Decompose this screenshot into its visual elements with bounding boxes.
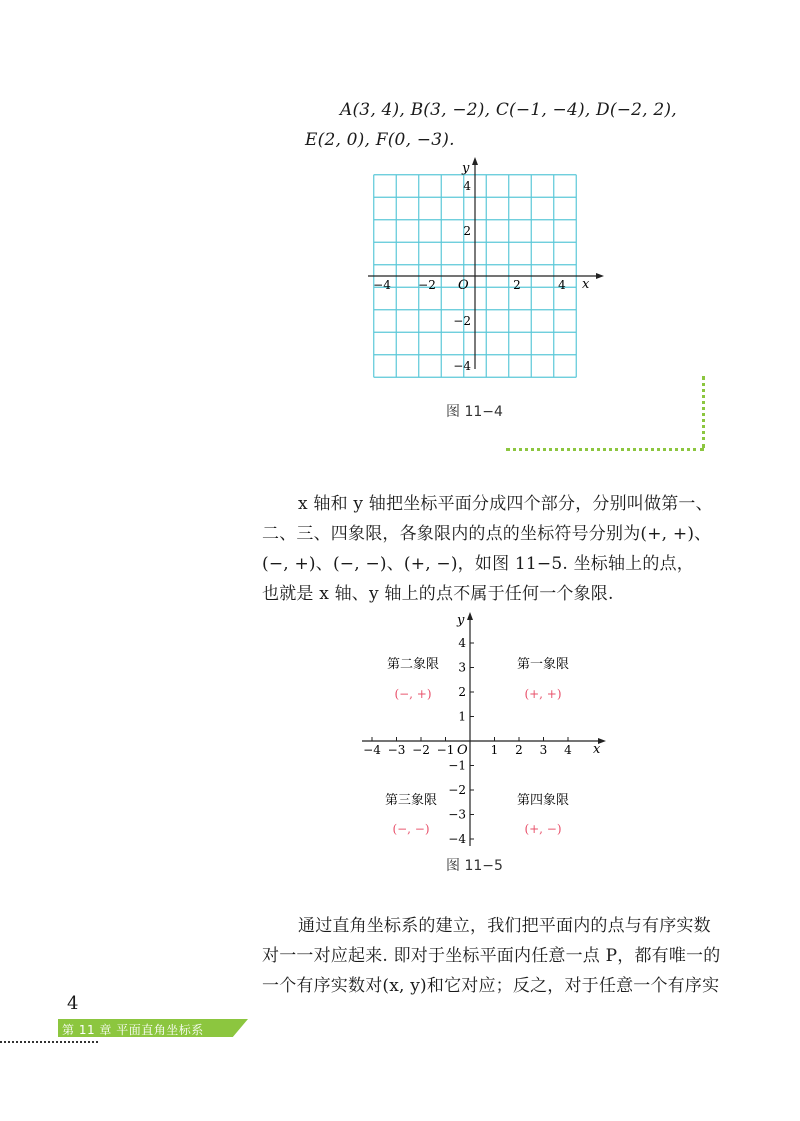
figure-11-4-x-arrow [596,273,604,279]
y-tick-label: 2 [463,224,471,238]
quadrant-1-name: 第一象限 [516,657,570,672]
x-tick-label: 4 [558,278,566,292]
x-tick-label: −2 [412,743,430,757]
margin-dotted-vertical [702,376,705,448]
paragraph-2-line-1: 通过直角坐标系的建立，我们把平面内的点与有序实数 [298,916,711,936]
y-tick-label: −4 [448,832,466,846]
x-tick-label: −4 [363,743,381,757]
footer-dotted-line [0,1041,98,1043]
figure-11-4-x-label: x [582,277,590,292]
quadrant-4-sign: (+, −) [524,822,562,836]
figure-11-4-origin: O [458,278,469,293]
figure-11-5-y-label: y [457,613,465,628]
chapter-title: 第 11 章 平面直角坐标系 [62,1023,204,1037]
y-tick-label: 4 [463,179,471,193]
x-tick-label: 4 [564,743,572,757]
page-number: 4 [67,993,79,1014]
paragraph-2-line-2: 对一一对应起来. 即对于坐标平面内任意一点 P，都有唯一的 [262,946,721,966]
x-tick-label: 3 [539,743,548,757]
figure-11-4-y-label: y [462,161,470,176]
quadrant-2-sign: (−, +) [394,687,432,701]
quadrant-3-sign: (−, −) [392,822,430,836]
figure-11-5-x-label: x [593,742,601,757]
quadrant-2-name: 第二象限 [386,657,440,672]
figure-11-4-y-arrow [472,157,478,165]
y-tick-label: 1 [458,709,466,724]
y-tick-label: −2 [453,314,471,328]
y-tick-label: 3 [458,660,466,675]
paragraph-1-line-3: (−, +)、(−, −)、(+, −)，如图 11−5. 坐标轴上的点， [262,554,694,574]
x-tick-label: −4 [373,278,391,292]
y-tick-label: 2 [458,685,466,699]
points-line-1: A(3, 4), B(3, −2), C(−1, −4), D(−2, 2), [340,100,677,120]
margin-dotted-horizontal [506,448,704,451]
figure-11-4-caption: 图 11−4 [446,404,503,420]
figure-11-5-caption: 图 11−5 [446,858,503,874]
x-tick-label: −2 [418,278,436,292]
paragraph-1-line-1: x 轴和 y 轴把坐标平面分成四个部分，分别叫做第一、 [298,494,713,514]
paragraph-1-line-4: 也就是 x 轴、y 轴上的点不属于任何一个象限. [262,584,614,604]
quadrant-3-name: 第三象限 [384,793,438,808]
y-tick-label: −1 [448,758,466,773]
x-tick-label: −3 [387,743,406,757]
y-tick-label: −4 [453,359,471,373]
y-tick-label: −3 [448,807,466,822]
figure-11-5-quadrants [360,608,610,850]
y-tick-label: −2 [448,783,466,797]
y-tick-label: 4 [458,636,466,650]
x-tick-label: 2 [515,743,523,757]
x-tick-label: −1 [436,743,455,757]
paragraph-2-line-3: 一个有序实数对(x, y)和它对应；反之，对于任意一个有序实 [262,976,720,996]
quadrant-4-name: 第四象限 [516,793,570,808]
paragraph-1-line-2: 二、三、四象限，各象限内的点的坐标符号分别为(+, +)、 [262,524,712,544]
x-tick-label: 2 [513,278,521,292]
figure-11-5-origin: O [457,743,468,758]
figure-11-5-y-arrow [467,612,473,620]
figure-11-4-grid [360,155,610,380]
quadrant-1-sign: (+, +) [524,687,562,701]
x-tick-label: 1 [490,743,499,757]
points-line-2: E(2, 0), F(0, −3). [305,130,455,150]
